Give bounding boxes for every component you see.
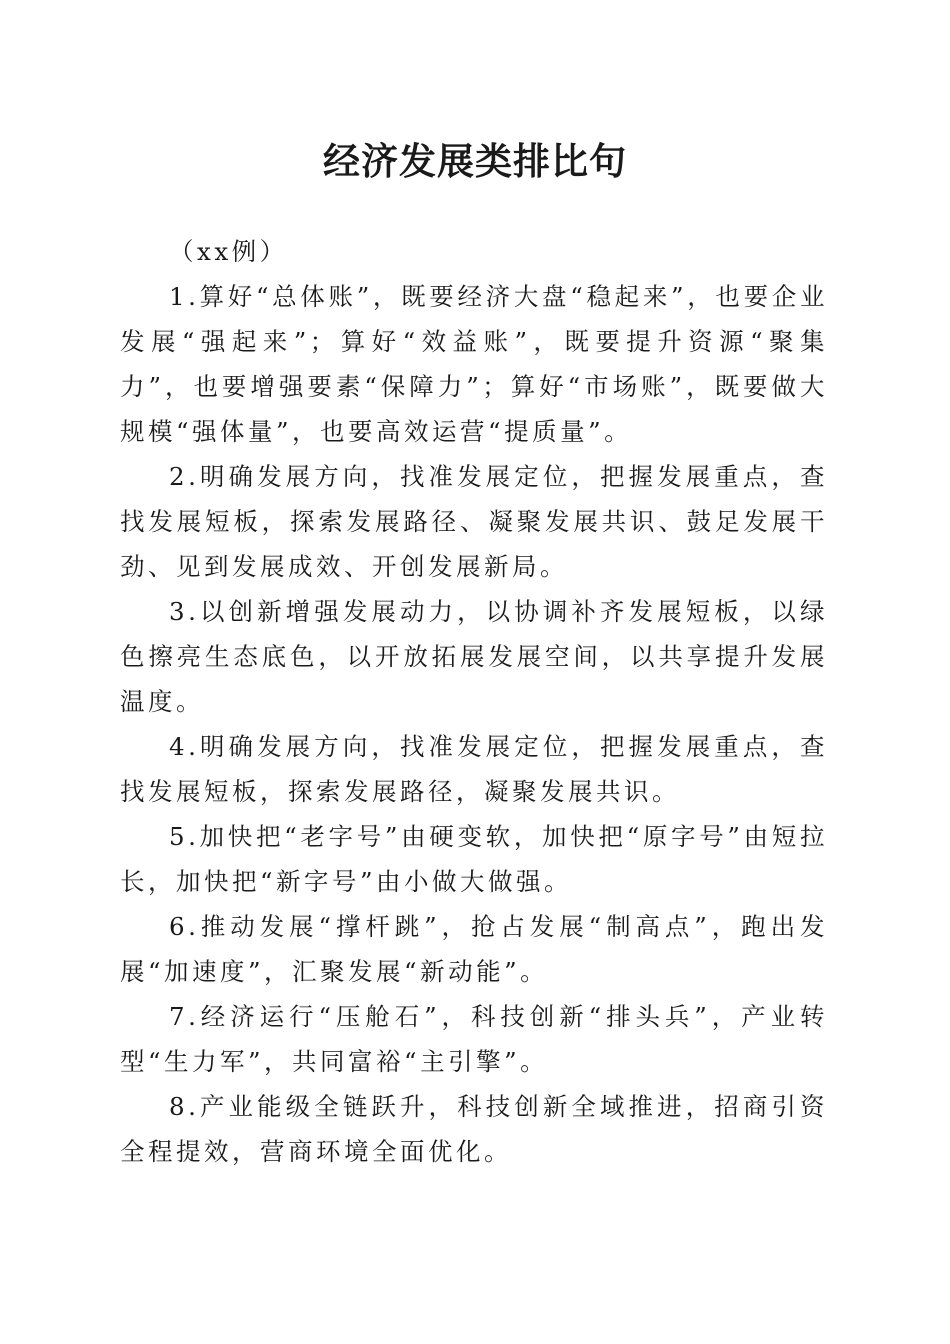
paragraph-2: 2.明确发展方向，找准发展定位，把握发展重点，查找发展短板，探索发展路径、凝聚发展共识、鼓足发展干劲、见到发展成效、开创发展新局。 — [120, 462, 828, 581]
paragraph-4: 4.明确发展方向，找准发展定位，把握发展重点，查找发展短板，探索发展路径，凝聚发展共识。 — [120, 732, 828, 806]
paragraph-5: 5.加快把“老字号”由硬变软，加快把“原字号”由短拉长，加快把“新字号”由小做大做强。 — [120, 822, 828, 896]
document-body — [120, 229, 828, 1174]
paragraph-8: 8.产业能级全链跃升，科技创新全域推进，招商引资全程提效，营商环境全面优化。 — [120, 1092, 828, 1166]
paragraph-3: 3.以创新增强发展动力，以协调补齐发展短板，以绿色擦亮生态底色，以开放拓展发展空间，以共享提升发展温度。 — [120, 597, 828, 716]
subtitle-count: （xx例） — [169, 237, 288, 266]
paragraph-1: 1.算好“总体账”，既要经济大盘“稳起来”，也要企业发展“强起来”；算好“效益账”，既要提升资源“聚集力”，也要增强要素“保障力”；算好“市场账”，既要做大规模“强体量”，也要高效运营“提质量”。 — [120, 282, 828, 446]
document-title: 经济发展类排比句 — [323, 139, 627, 183]
paragraph-6: 6.推动发展“撑杆跳”，抢占发展“制高点”，跑出发展“加速度”，汇聚发展“新动能”。 — [120, 912, 828, 986]
paragraph-7: 7.经济运行“压舱石”，科技创新“排头兵”，产业转型“生力军”，共同富裕“主引擎”。 — [120, 1002, 828, 1076]
